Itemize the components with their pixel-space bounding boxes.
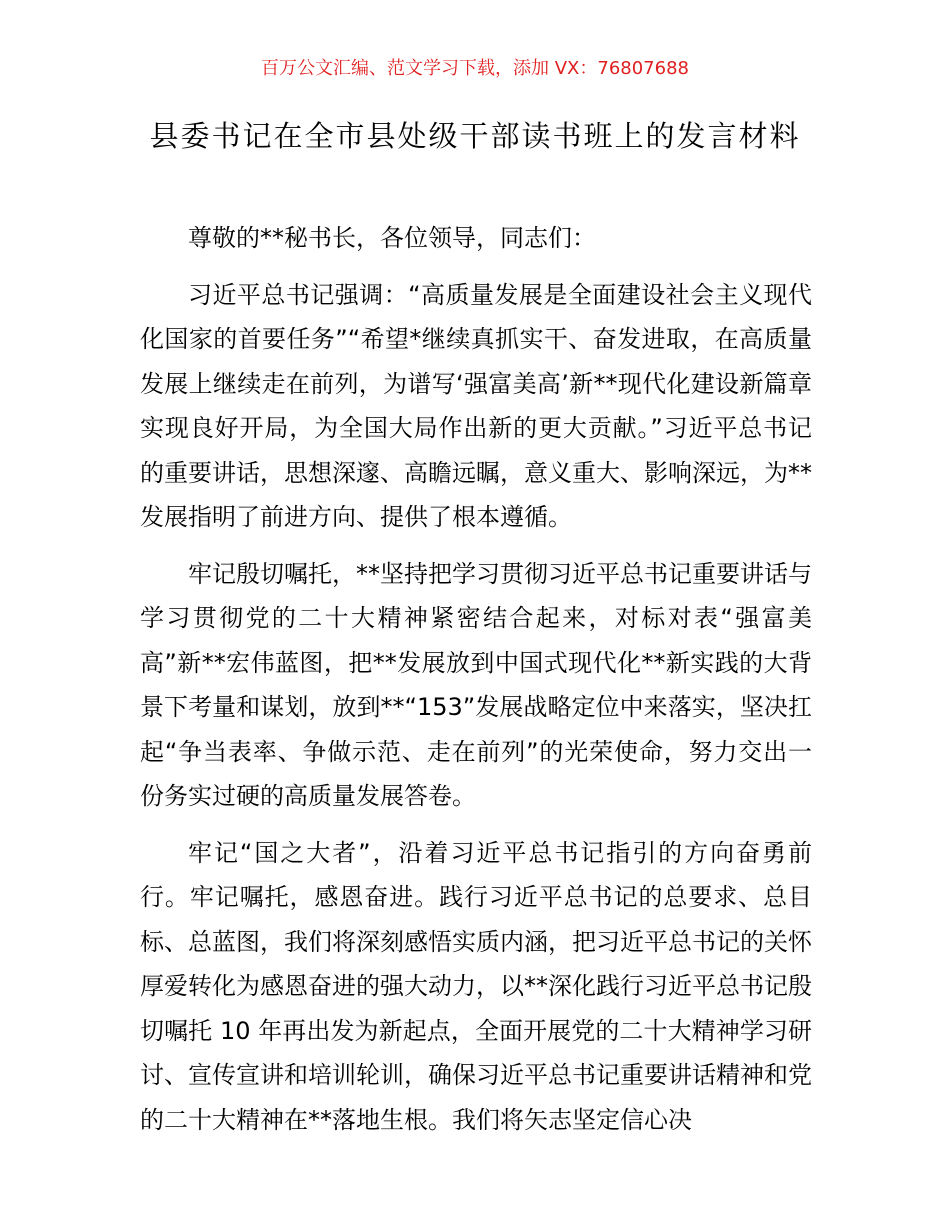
paragraph-3: 牢记“国之大者”，沿着习近平总书记指引的方向奋勇前行。牢记嘱托，感恩奋进。践行习近平总书记的总要求、总目标、总蓝图，我们将深刻感悟实质内涵，把习近平总书记的关怀厚爱转化为感恩奋进的强大动力，以**深化践行习近平总书记殷切嘱托 10 年再出发为新起点，全面开展党的二十大精神学习研讨、宣传宣讲和培训轮训，确保习近平总书记重要讲话精神和党的二十大精神在**落地生根。我们将矢志坚定信心决 <box>140 838 812 1134</box>
document-title: 县委书记在全市县处级干部读书班上的发言材料 <box>149 119 801 153</box>
header-note: 百万公文汇编、范文学习下载，添加 VX：76807688 <box>261 58 689 79</box>
paragraph-2: 牢记殷切嘱托，**坚持把学习贯彻习近平总书记重要讲话与学习贯彻党的二十大精神紧密结合起来，对标对表“强富美高”新**宏伟蓝图，把**发展放到中国式现代化**新实践的大背景下考量和谋划，放到**“153”发展战略定位中来落实，坚决扛起“争当表率、争做示范、走在前列”的光荣使命，努力交出一份务实过硬的高质量发展答卷。 <box>140 559 812 810</box>
paragraph-1: 习近平总书记强调：“高质量发展是全面建设社会主义现代化国家的首要任务”“希望*继续真抓实干、奋发进取，在高质量发展上继续走在前列，为谱写‘强富美高’新**现代化建设新篇章实现良好开局，为全国大局作出新的更大贡献。”习近平总书记的重要讲话，思想深邃、高瞻远瞩，意义重大、影响深远，为**发展指明了前进方向、提供了根本遵循。 <box>140 280 812 531</box>
salutation: 尊敬的**秘书长，各位领导，同志们： <box>188 224 596 252</box>
document-body <box>140 216 812 1154</box>
